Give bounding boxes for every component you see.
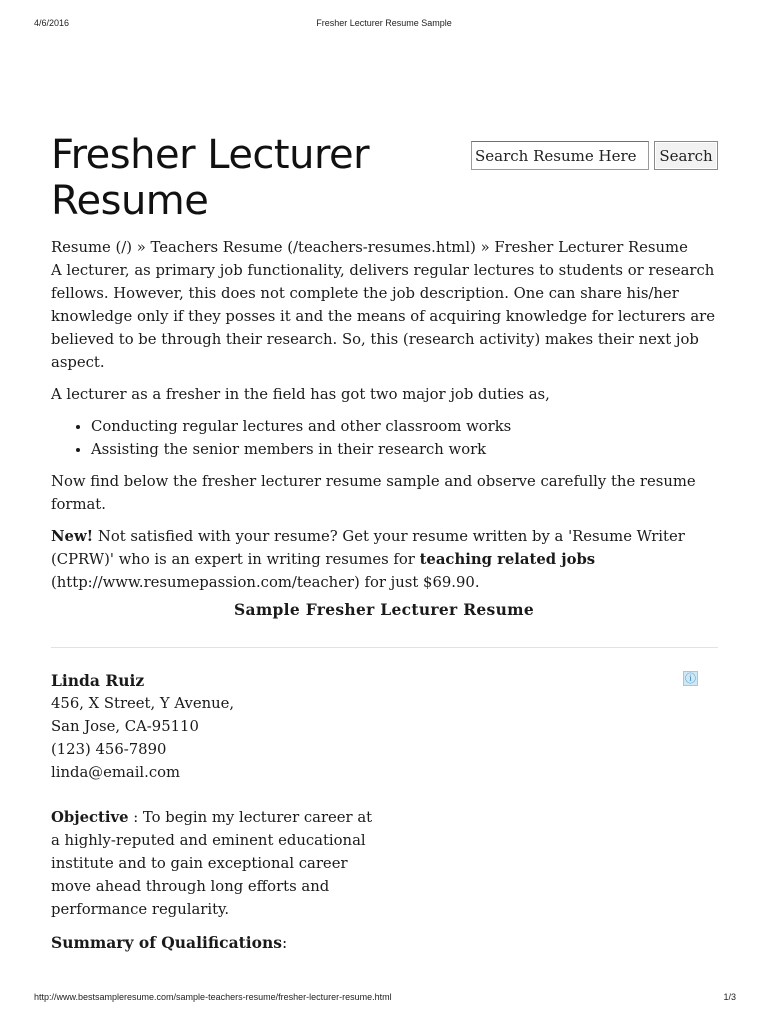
breadcrumb-separator: »: [475, 239, 495, 256]
summary-label: Summary of Qualifications: [51, 933, 283, 952]
promo-text-after: (http://www.resumepassion.com/teacher) for just $69.90.: [51, 574, 480, 591]
summary-heading: [51, 931, 381, 955]
print-page-number: 1/3: [723, 992, 736, 1002]
resume-address-line2: San Jose, CA-95110: [51, 718, 199, 735]
summary-colon: :: [282, 934, 288, 952]
duties-intro: A lecturer as a fresher in the field has got two major job duties as,: [51, 386, 550, 403]
print-footer: [0, 992, 768, 1006]
objective-text: To begin my lecturer career at a highly-reputed and eminent educational institute and to gain exceptional career move ahead through long efforts and performance regularity.: [51, 809, 373, 918]
resume-phone: (123) 456-7890: [51, 741, 167, 758]
breadcrumb-current: Fresher Lecturer Resume: [494, 239, 688, 256]
breadcrumb: [51, 236, 721, 259]
sample-heading: Sample Fresher Lecturer Resume: [233, 600, 535, 619]
resume-name: Linda Ruiz: [51, 671, 145, 690]
search-input[interactable]: [471, 141, 649, 170]
breadcrumb-home-link[interactable]: Resume (/): [51, 239, 133, 256]
intro-paragraph: A lecturer, as primary job functionality, delivers regular lectures to students or research fellows. However, this does not complete the job description. One can share his/her knowledge only if they posses it and the means of acquiring knowledge for lecturers are believed to be through their research. So, this (research activity) makes their next job aspect.: [51, 262, 715, 371]
resume-address-line1: 456, X Street, Y Avenue,: [51, 695, 235, 712]
promo-paragraph: [51, 525, 721, 594]
objective-label: Objective: [51, 809, 129, 826]
find-below-text: Now find below the fresher lecturer resume sample and observe carefully the resume format.: [51, 473, 696, 513]
search-button[interactable]: Search: [654, 141, 718, 170]
breadcrumb-separator: »: [132, 239, 151, 256]
breadcrumb-teachers-link[interactable]: Teachers Resume (/teachers-resumes.html): [150, 239, 476, 256]
resume-email: linda@email.com: [51, 764, 181, 781]
print-header: [0, 18, 768, 32]
list-item: • Assisting the senior members in their research work: [91, 438, 721, 461]
duties-list: [91, 415, 721, 461]
article-body: [51, 236, 721, 603]
print-title: Fresher Lecturer Resume Sample: [316, 18, 452, 28]
page-title: Fresher Lecturer Resume: [51, 132, 370, 224]
divider: [51, 647, 718, 648]
teaching-jobs-link[interactable]: teaching related jobs: [419, 551, 596, 568]
info-icon[interactable]: ⓘ: [685, 672, 696, 685]
print-url: http://www.bestsampleresume.com/sample-teachers-resume/fresher-lecturer-resume.html: [34, 992, 392, 1002]
resume-objective: [51, 806, 381, 921]
new-badge: New!: [51, 528, 94, 545]
objective-separator: :: [128, 809, 143, 826]
print-date: 4/6/2016: [34, 18, 70, 28]
list-item: • Conducting regular lectures and other classroom works: [91, 415, 721, 438]
resume-sample: [51, 669, 381, 955]
promo-text: Not satisfied with your resume? Get your resume written by a 'Resume Writer (CPRW)' who is an expert in writing resumes for: [51, 528, 685, 568]
